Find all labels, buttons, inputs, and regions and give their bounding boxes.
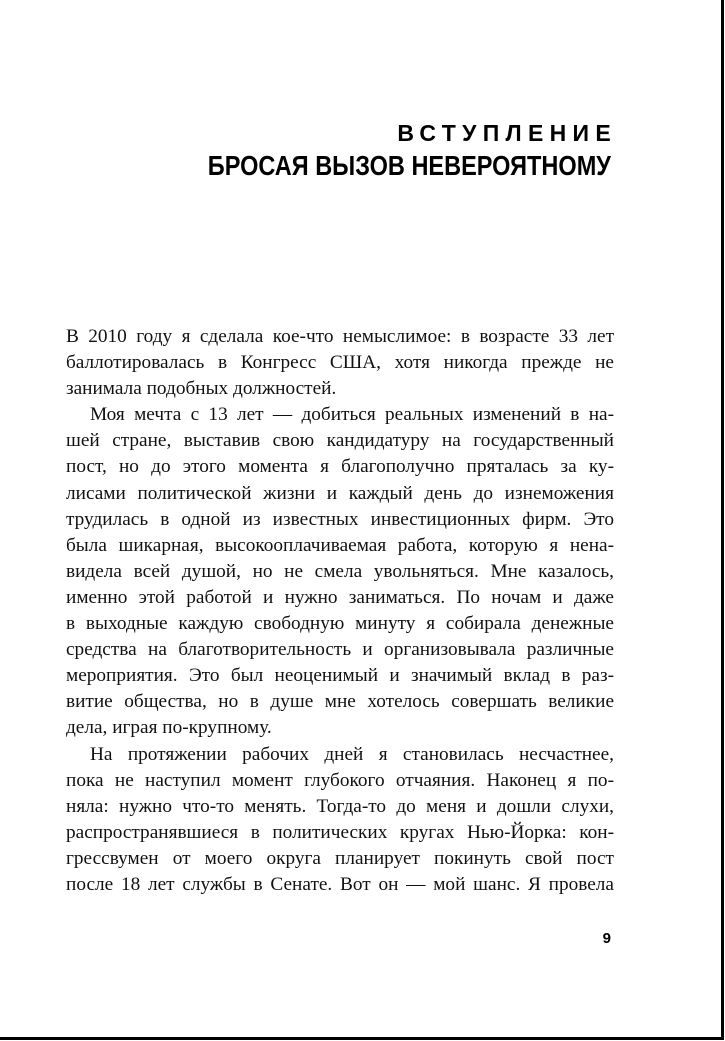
text-line: пост, но до этого момента я благополучно пряталась за ку- bbox=[66, 456, 614, 478]
text-line: мероприятия. Это был неоценимый и значимый вклад в раз- bbox=[66, 665, 614, 687]
text-line: На протяжении рабочих дней я становилась несчастнее, bbox=[90, 743, 614, 765]
text-line: Моя мечта с 13 лет — добиться реальных изменений в на- bbox=[90, 404, 614, 426]
text-line: грессвумен от моего округа планирует покинуть свой пост bbox=[66, 847, 614, 869]
text-line: шей стране, выставив свою кандидатуру на государственный bbox=[66, 430, 614, 452]
text-line: была шикарная, высокооплачиваемая работа, которую я нена- bbox=[66, 534, 614, 556]
text-line: лисами политической жизни и каждый день до изнеможения bbox=[66, 482, 614, 504]
text-line: няла: нужно что-то менять. Тогда-то до меня и дошли слухи, bbox=[66, 795, 614, 817]
text-line: пока не наступил момент глубокого отчаяния. Наконец я по- bbox=[66, 769, 614, 791]
text-line: дела, играя по-крупному. bbox=[66, 717, 272, 739]
text-line: в выходные каждую свободную минуту я собирала денежные bbox=[66, 613, 614, 635]
chapter-title: БРОСАЯ ВЫЗОВ НЕВЕРОЯТНОМУ bbox=[207, 150, 611, 181]
text-line: В 2010 году я сделала кое-что немыслимое: в возрасте 33 лет bbox=[66, 326, 614, 347]
body-text bbox=[66, 324, 614, 898]
text-line: трудилась в одной из известных инвестиционных фирм. Это bbox=[66, 508, 614, 530]
chapter-header bbox=[131, 118, 617, 184]
chapter-label: ВСТУПЛЕНИЕ bbox=[397, 120, 617, 146]
text-line: видела всей душой, но не смела увольняться. Мне казалось, bbox=[66, 560, 614, 582]
text-line: баллотировалась в Конгресс США, хотя никогда прежде не bbox=[66, 352, 614, 374]
text-line: распространявшиеся в политических кругах Нью-Йорка: кон- bbox=[66, 821, 614, 843]
page-number: 9 bbox=[602, 930, 611, 947]
text-line: после 18 лет службы в Сенате. Вот он — мой шанс. Я провела bbox=[66, 873, 614, 895]
text-line: витие общества, но в душе мне хотелось совершать великие bbox=[66, 691, 614, 713]
text-line: именно этой работой и нужно заниматься. По ночам и даже bbox=[66, 586, 614, 608]
text-line: занимала подобных должностей. bbox=[66, 378, 337, 400]
text-line: средства на благотворительность и организовывала различные bbox=[66, 639, 614, 661]
